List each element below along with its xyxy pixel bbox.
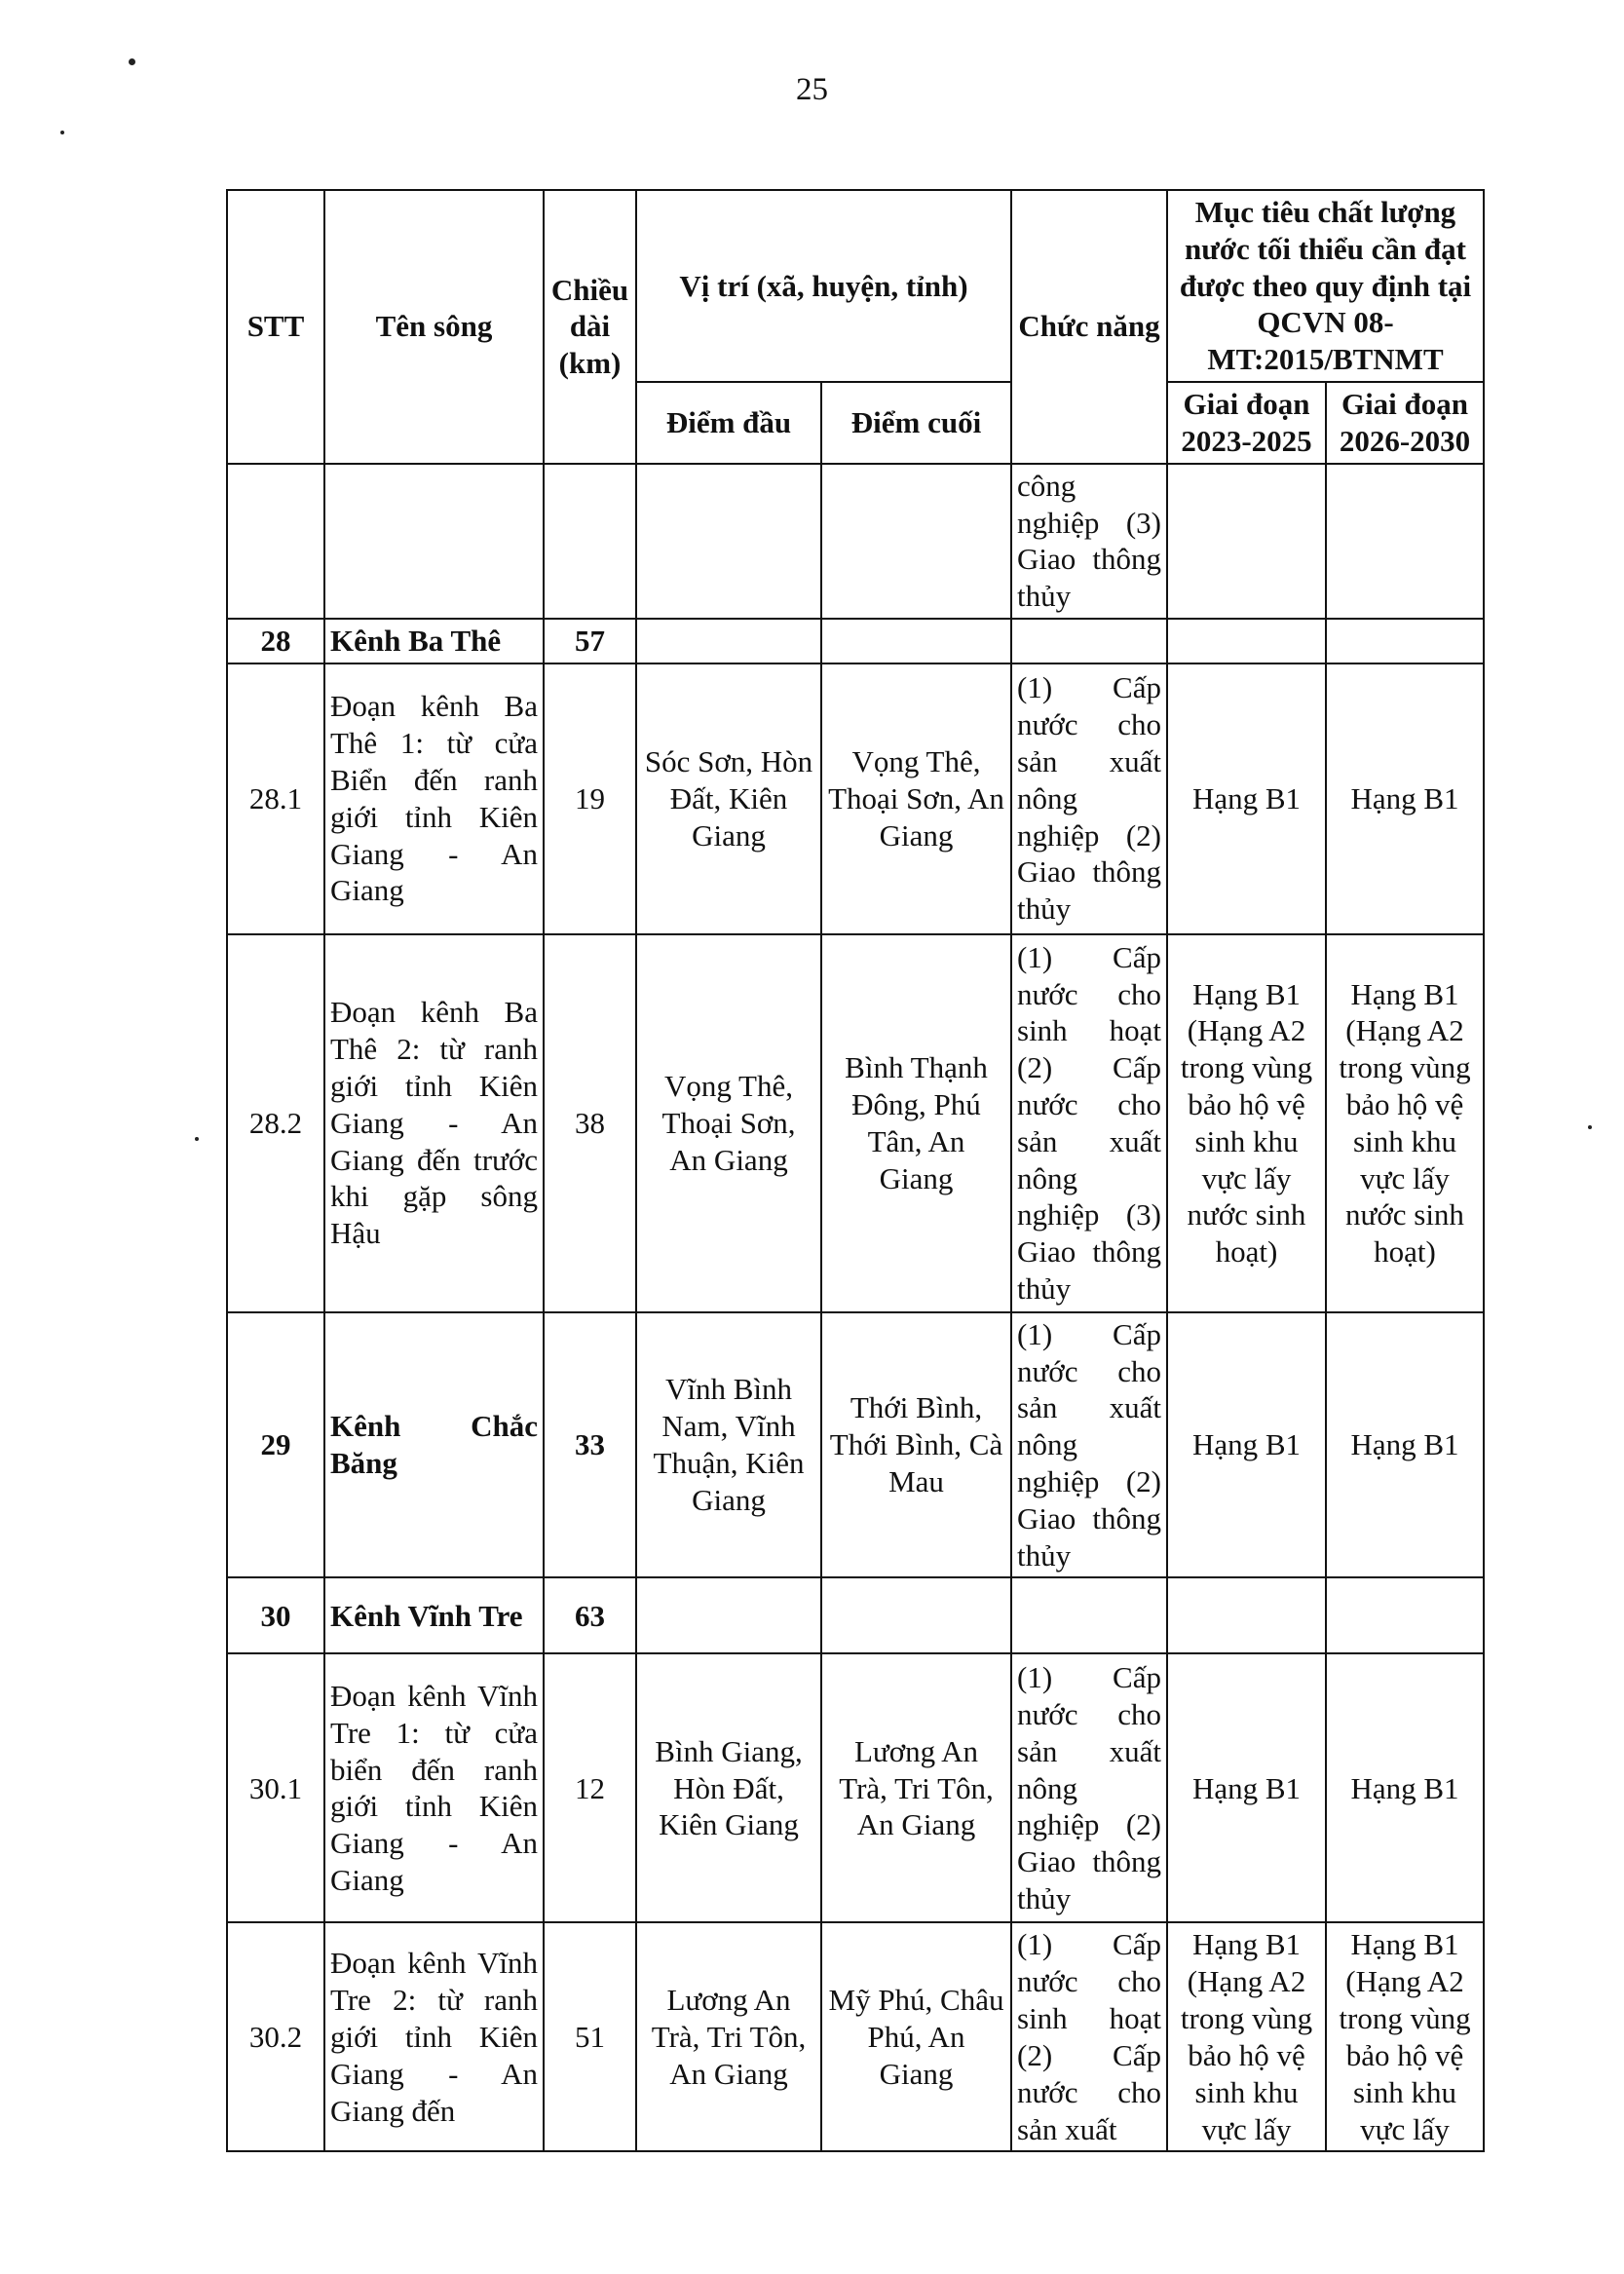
- cell-chieu-dai: [544, 464, 636, 619]
- cell-stt: 28.2: [227, 934, 324, 1312]
- cell-ten-song: Kênh Ba Thê: [324, 619, 544, 663]
- cell-giai-doan-1: [1167, 619, 1326, 663]
- cell-chieu-dai: 51: [544, 1922, 636, 2151]
- scan-speck: [195, 1137, 199, 1141]
- cell-giai-doan-1: Hạng B1: [1167, 1312, 1326, 1578]
- cell-giai-doan-1: Hạng B1 (Hạng A2 trong vùng bảo hộ vệ sinh khu vực lấy: [1167, 1922, 1326, 2151]
- cell-chieu-dai: 33: [544, 1312, 636, 1578]
- cell-chieu-dai: 19: [544, 663, 636, 934]
- cell-stt: 29: [227, 1312, 324, 1578]
- cell-giai-doan-1: Hạng B1 (Hạng A2 trong vùng bảo hộ vệ sinh khu vực lấy nước sinh hoạt): [1167, 934, 1326, 1312]
- cell-stt: [227, 464, 324, 619]
- cell-diem-cuoi: Lương An Trà, Tri Tôn, An Giang: [821, 1653, 1011, 1922]
- cell-giai-doan-2: Hạng B1: [1326, 1312, 1484, 1578]
- cell-chieu-dai: 38: [544, 934, 636, 1312]
- cell-diem-cuoi: Thới Bình, Thới Bình, Cà Mau: [821, 1312, 1011, 1578]
- table-row: [227, 1653, 1484, 1922]
- cell-stt: 28: [227, 619, 324, 663]
- header-giai-doan-1: Giai đoạn 2023-2025: [1167, 382, 1326, 464]
- cell-chuc-nang: (1) Cấp nước cho sản xuất nông nghiệp (2) Giao thông thủy: [1011, 1312, 1167, 1578]
- cell-stt: 28.1: [227, 663, 324, 934]
- cell-diem-cuoi: [821, 1577, 1011, 1653]
- cell-chieu-dai: 63: [544, 1577, 636, 1653]
- cell-giai-doan-2: [1326, 464, 1484, 619]
- cell-diem-cuoi: [821, 619, 1011, 663]
- cell-ten-song: Đoạn kênh Ba Thê 1: từ cửa Biển đến ranh giới tỉnh Kiên Giang - An Giang: [324, 663, 544, 934]
- cell-diem-dau: [636, 1577, 821, 1653]
- cell-chuc-nang: (1) Cấp nước cho sinh hoạt (2) Cấp nước cho sản xuất: [1011, 1922, 1167, 2151]
- cell-chuc-nang: (1) Cấp nước cho sản xuất nông nghiệp (2) Giao thông thủy: [1011, 663, 1167, 934]
- header-ten-song: Tên sông: [324, 190, 544, 464]
- cell-chuc-nang: công nghiệp (3) Giao thông thủy: [1011, 464, 1167, 619]
- scan-speck: [60, 131, 64, 134]
- cell-chuc-nang: [1011, 1577, 1167, 1653]
- cell-giai-doan-1: [1167, 464, 1326, 619]
- cell-diem-dau: Vọng Thê, Thoại Sơn, An Giang: [636, 934, 821, 1312]
- page-number: 25: [796, 72, 828, 107]
- cell-ten-song: [324, 464, 544, 619]
- header-chieu-dai: Chiều dài (km): [544, 190, 636, 464]
- cell-diem-cuoi: Vọng Thê, Thoại Sơn, An Giang: [821, 663, 1011, 934]
- cell-diem-dau: [636, 464, 821, 619]
- table-row: [227, 1312, 1484, 1578]
- cell-chuc-nang: (1) Cấp nước cho sinh hoạt (2) Cấp nước cho sản xuất nông nghiệp (3) Giao thông thủy: [1011, 934, 1167, 1312]
- header-vi-tri: Vị trí (xã, huyện, tỉnh): [636, 190, 1011, 382]
- cell-giai-doan-2: [1326, 1577, 1484, 1653]
- scan-speck: [1588, 1125, 1592, 1129]
- cell-chuc-nang: [1011, 619, 1167, 663]
- header-stt: STT: [227, 190, 324, 464]
- cell-ten-song: Đoạn kênh Ba Thê 2: từ ranh giới tỉnh Kiên Giang - An Giang đến trước khi gặp sông Hậu: [324, 934, 544, 1312]
- scan-speck: [129, 58, 135, 65]
- cell-diem-cuoi: Bình Thạnh Đông, Phú Tân, An Giang: [821, 934, 1011, 1312]
- cell-diem-dau: Bình Giang, Hòn Đất, Kiên Giang: [636, 1653, 821, 1922]
- table-row: [227, 934, 1484, 1312]
- cell-diem-dau: Sóc Sơn, Hòn Đất, Kiên Giang: [636, 663, 821, 934]
- cell-diem-dau: Vĩnh Bình Nam, Vĩnh Thuận, Kiên Giang: [636, 1312, 821, 1578]
- table-row: [227, 619, 1484, 663]
- cell-chieu-dai: 12: [544, 1653, 636, 1922]
- header-diem-cuoi: Điểm cuối: [821, 382, 1011, 464]
- cell-diem-dau: Lương An Trà, Tri Tôn, An Giang: [636, 1922, 821, 2151]
- cell-giai-doan-1: Hạng B1: [1167, 663, 1326, 934]
- cell-diem-cuoi: Mỹ Phú, Châu Phú, An Giang: [821, 1922, 1011, 2151]
- table-row: [227, 663, 1484, 934]
- river-table: [226, 189, 1485, 2152]
- cell-diem-dau: [636, 619, 821, 663]
- table-row: [227, 1577, 1484, 1653]
- cell-diem-cuoi: [821, 464, 1011, 619]
- cell-giai-doan-2: Hạng B1 (Hạng A2 trong vùng bảo hộ vệ sinh khu vực lấy: [1326, 1922, 1484, 2151]
- header-muc-tieu: Mục tiêu chất lượng nước tối thiểu cần đạt được theo quy định tại QCVN 08-MT:2015/BTNMT: [1167, 190, 1484, 382]
- cell-ten-song: Đoạn kênh Vĩnh Tre 2: từ ranh giới tỉnh Kiên Giang - An Giang đến: [324, 1922, 544, 2151]
- cell-stt: 30.1: [227, 1653, 324, 1922]
- cell-giai-doan-2: Hạng B1: [1326, 663, 1484, 934]
- cell-giai-doan-2: [1326, 619, 1484, 663]
- cell-stt: 30: [227, 1577, 324, 1653]
- cell-ten-song: Kênh Chắc Băng: [324, 1312, 544, 1578]
- table-row: [227, 464, 1484, 619]
- cell-stt: 30.2: [227, 1922, 324, 2151]
- cell-giai-doan-2: Hạng B1 (Hạng A2 trong vùng bảo hộ vệ sinh khu vực lấy nước sinh hoạt): [1326, 934, 1484, 1312]
- header-giai-doan-2: Giai đoạn 2026-2030: [1326, 382, 1484, 464]
- header-chuc-nang: Chức năng: [1011, 190, 1167, 464]
- cell-ten-song: Đoạn kênh Vĩnh Tre 1: từ cửa biển đến ranh giới tỉnh Kiên Giang - An Giang: [324, 1653, 544, 1922]
- cell-giai-doan-1: [1167, 1577, 1326, 1653]
- header-diem-dau: Điểm đầu: [636, 382, 821, 464]
- cell-giai-doan-1: Hạng B1: [1167, 1653, 1326, 1922]
- cell-chieu-dai: 57: [544, 619, 636, 663]
- table-row: [227, 1922, 1484, 2151]
- cell-ten-song: Kênh Vĩnh Tre: [324, 1577, 544, 1653]
- cell-giai-doan-2: Hạng B1: [1326, 1653, 1484, 1922]
- cell-chuc-nang: (1) Cấp nước cho sản xuất nông nghiệp (2) Giao thông thủy: [1011, 1653, 1167, 1922]
